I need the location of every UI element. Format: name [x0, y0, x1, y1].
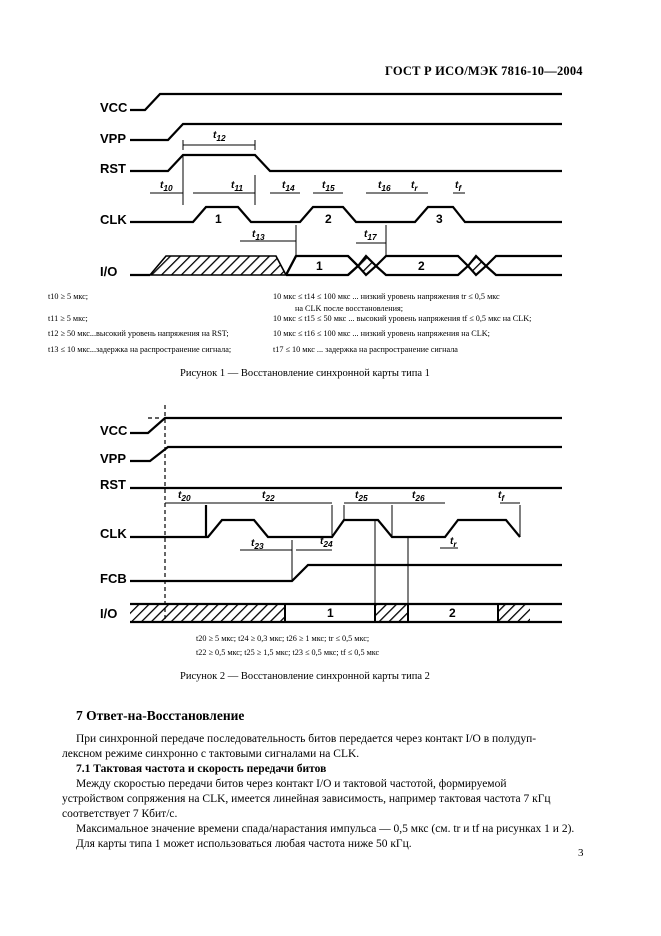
fig1-legend-left-1: t11 ≥ 5 мкс;	[48, 314, 88, 323]
fig1-t12: $t_{12}$	[213, 130, 226, 143]
fig1-io-bit-1: 1	[316, 259, 323, 273]
fig1-legend-right-0: 10 мкс ≤ t14 ≤ 100 мкс ... низкий уровень напряжения tr ≤ 0,5 мкс	[273, 292, 500, 301]
fig1-clk-pulse-3: 3	[436, 212, 443, 226]
fig2-caption: Рисунок 2 — Восстановление синхронной карты типа 2	[180, 671, 430, 682]
fig1-legend-left-0: t10 ≥ 5 мкс;	[48, 292, 89, 301]
fig1-io-hatched	[150, 256, 286, 275]
fig2-label-vcc: VCC	[100, 423, 128, 438]
fig1-t11: $t_{11}$	[231, 180, 243, 193]
fig1-legend-right-4: t17 ≤ 10 мкс ... задержка на распространение сигнала	[273, 345, 458, 354]
fig2-t20: $t_{20}$	[178, 490, 191, 503]
fig2-label-fcb: FCB	[100, 571, 127, 586]
fig1-clk-waveform	[130, 207, 562, 222]
fig1-clk-pulse-1: 1	[215, 212, 222, 226]
fig2-label-clk: CLK	[100, 526, 127, 541]
fig1-label-vcc: VCC	[100, 100, 128, 115]
fig2-vcc-waveform	[130, 418, 562, 433]
fig1-t16: $t_{16}$	[378, 180, 391, 193]
section-7-intro-line-2: лексном режиме синхронно с тактовыми сигналами на CLK.	[62, 748, 360, 760]
fig2-t22: $t_{22}$	[262, 490, 275, 503]
fig2-io-hatched-2	[375, 604, 408, 622]
fig1-io-bit-2: 2	[418, 259, 425, 273]
fig1-caption: Рисунок 1 — Восстановление синхронной карты типа 1	[180, 368, 430, 379]
fig2-vpp-waveform	[130, 447, 562, 461]
p1-line-3: соответствует 7 Кбит/с.	[62, 808, 178, 820]
fig2-io-hatched-1	[130, 604, 285, 622]
fig2-label-vpp: VPP	[100, 451, 127, 466]
fig1-t13: $t_{13}$	[252, 229, 265, 242]
fig1-legend-right-2: 10 мкс ≤ t15 ≤ 50 мкс ... высокий уровень напряжения tf ≤ 0,5 мкс на CLK;	[273, 314, 532, 323]
running-header: ГОСТ Р ИСО/МЭК 7816-10—2004	[385, 64, 583, 78]
fig1-legend-right-3: 10 мкс ≤ t16 ≤ 100 мкс ... низкий уровень напряжения на CLK;	[273, 329, 490, 338]
fig2-t25: $t_{25}$	[355, 490, 368, 503]
fig2-clk-waveform	[130, 520, 520, 537]
fig2-io-bit-1: 1	[327, 606, 334, 620]
fig2-label-rst: RST	[100, 477, 126, 492]
p3: Для карты типа 1 может использоваться любая частота ниже 50 кГц.	[76, 838, 412, 850]
section-7-intro-line-1: При синхронной передаче последовательность битов передается через контакт I/O в полудуп-	[76, 733, 537, 745]
fig1-vcc-waveform	[130, 94, 562, 110]
fig1-clk-pulse-2: 2	[325, 212, 332, 226]
fig1-rst-waveform	[130, 155, 562, 171]
section-7-title: 7 Ответ-на-Восстановление	[76, 708, 245, 723]
p1-line-1: Между скоростью передачи битов через контакт I/O и тактовой частотой, формируемой	[76, 778, 507, 790]
p2: Максимальное значение времени спада/нарастания импульса — 0,5 мкс (см. tr и tf на рисунках 1 и 2).	[76, 823, 575, 835]
fig1-tf: $t_f$	[455, 180, 462, 193]
fig1-label-rst: RST	[100, 161, 126, 176]
fig2-t26: $t_{26}$	[412, 490, 425, 503]
fig2-io-hatched-3	[498, 604, 530, 622]
fig1-t17: $t_{17}$	[364, 229, 377, 242]
fig2-label-io: I/O	[100, 606, 118, 621]
fig1-vpp-waveform	[130, 124, 562, 140]
fig1-t14: $t_{14}$	[282, 180, 295, 193]
fig1-t15: $t_{15}$	[322, 180, 335, 193]
fig1-legend-right-1: на CLK после восстановления;	[295, 304, 404, 313]
subsection-7-1-title: 7.1 Тактовая частота и скорость передачи битов	[76, 763, 327, 775]
fig1-label-io: I/O	[100, 264, 118, 279]
fig2-tr: $t_r$	[450, 536, 457, 549]
fig1-t10: $t_{10}$	[160, 180, 173, 193]
fig1-legend-left-3: t13 ≤ 10 мкс...задержка на распространение сигнала;	[48, 345, 232, 354]
fig2-fcb-waveform	[130, 565, 562, 581]
fig2-legend-1: t22 ≥ 0,5 мкс; t25 ≥ 1,5 мкс; t23 ≤ 0,5 мкс; tf ≤ 0,5 мкс	[196, 648, 380, 657]
fig1-label-clk: CLK	[100, 212, 127, 227]
fig2-tf: $t_f$	[498, 490, 505, 503]
fig2-t23: $t_{23}$	[251, 538, 264, 551]
fig1-legend-left-2: t12 ≥ 50 мкс...высокий уровень напряжения на RST;	[48, 329, 229, 338]
fig2-io-bit-2: 2	[449, 606, 456, 620]
fig2-legend-0: t20 ≥ 5 мкс; t24 ≥ 0,3 мкс; t26 ≥ 1 мкс; tr ≤ 0,5 мкс;	[196, 634, 370, 643]
fig1-tr: $t_r$	[411, 180, 418, 193]
p1-line-2: устройством сопряжения на CLK, имеется линейная зависимость, например тактовая частота 7 кГц	[62, 793, 551, 805]
page-number: 3	[578, 847, 584, 859]
fig1-label-vpp: VPP	[100, 131, 127, 146]
fig2-t24: $t_{24}$	[320, 536, 333, 549]
